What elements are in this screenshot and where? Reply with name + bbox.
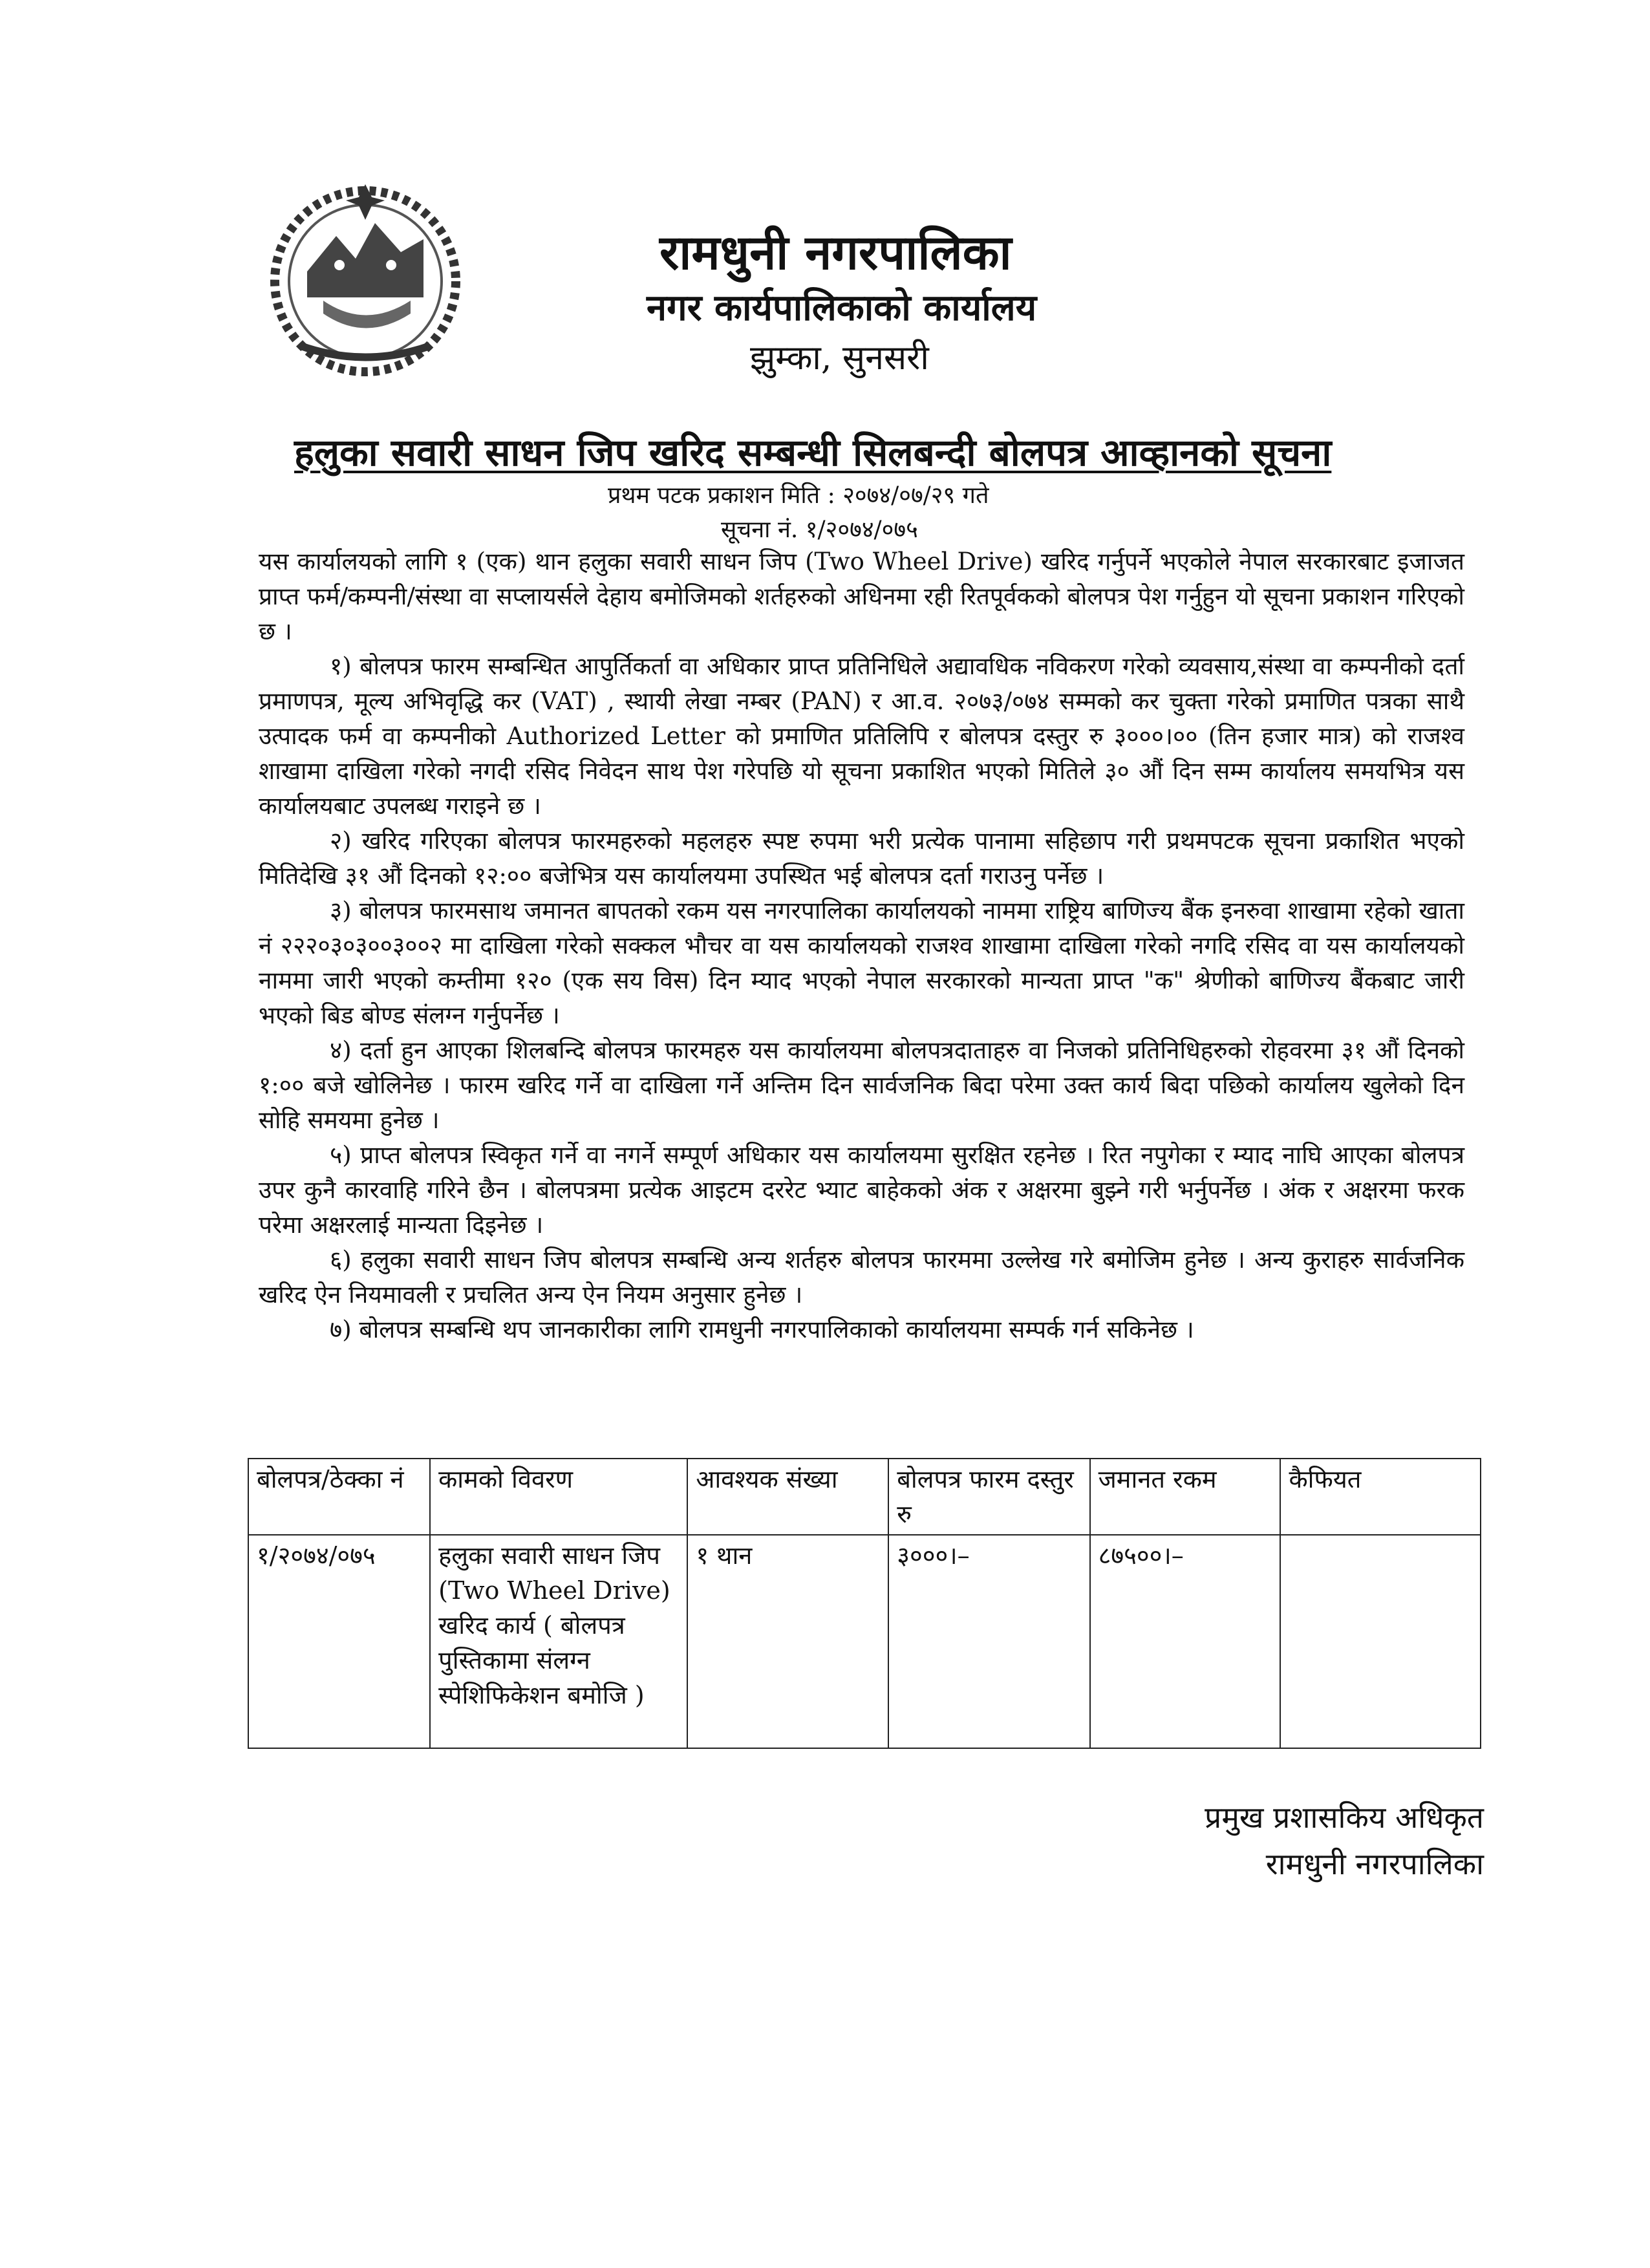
header-bid-security: जमानत रकम bbox=[1090, 1459, 1281, 1535]
header-remarks: कैफियत bbox=[1280, 1459, 1481, 1535]
header-required-quantity: आवश्यक संख्या bbox=[687, 1459, 888, 1535]
cell-required-quantity: १ थान bbox=[687, 1535, 888, 1748]
header-form-fee: बोलपत्र फारम दस्तुर रु bbox=[888, 1459, 1089, 1535]
cell-bid-security: ८७५००।– bbox=[1090, 1535, 1281, 1748]
cell-work-description: हलुका सवारी साधन जिप (Two Wheel Drive) खरिद कार्य ( बोलपत्र पुस्तिकामा संलग्न स्पेशिफिकेशन बमोजि ) bbox=[430, 1535, 687, 1748]
nepal-government-emblem-icon bbox=[262, 175, 469, 381]
table-header-row bbox=[248, 1459, 1481, 1535]
publication-date: प्रथम पटक प्रकाशन मिति : २०७४/०७/२९ गते bbox=[608, 482, 989, 509]
clause-3: ३) बोलपत्र फारमसाथ जमानत बापतको रकम यस नगरपालिका कार्यालयको नाममा राष्ट्रिय बाणिज्य बैंक इनरुवा शाखामा रहेको खाता नं २२२०३०३००३००२ मा दाखिला गरेको सक्कल भौचर वा यस कार्यालयको राजश्व शाखामा दाखिला गरेको नगदि रसिद वा यस कार्यालयको नाममा जारी भएको कम्तीमा १२० (एक सय विस) दिन म्याद भएको नेपाल सरकारको मान्यता प्राप्त "क" श्रेणीको बाणिज्य बैंकबाट जारी भएको बिड बोण्ड संलग्न गर्नुपर्नेछ । bbox=[259, 897, 1464, 1029]
signatory-org: रामधुनी नगरपालिका bbox=[1265, 1846, 1484, 1881]
signatory-title: प्रमुख प्रशासकिय अधिकृत bbox=[1205, 1800, 1484, 1835]
clause-4: ४) दर्ता हुन आएका शिलबन्दि बोलपत्र फारमहरु यस कार्यालयमा बोलपत्रदाताहरु वा निजको प्रतिनिधिहरुको रोहवरमा ३१ औं दिनको १:०० बजे खोलिनेछ । फारम खरिद गर्ने वा दाखिला गर्ने अन्तिम दिन सार्वजनिक बिदा परेमा उक्त कार्य बिदा पछिको कार्यालय खुलेको दिन सोहि समयमा हुनेछ । bbox=[259, 1036, 1464, 1134]
office-name: नगर कार्यपालिकाको कार्यालय bbox=[647, 286, 1037, 329]
clause-7: ७) बोलपत्र सम्बन्धि थप जानकारीका लागि रामधुनी नगरपालिकाको कार्यालयमा सम्पर्क गर्न सकिनेछ । bbox=[330, 1316, 1194, 1343]
org-name: रामधुनी नगरपालिका bbox=[659, 225, 1012, 281]
cell-form-fee: ३०००।– bbox=[888, 1535, 1089, 1748]
address: झुम्का, सुनसरी bbox=[750, 339, 929, 378]
notice-title: हलुका सवारी साधन जिप खरिद सम्बन्धी सिलबन्दी बोलपत्र आव्हानको सूचना bbox=[294, 431, 1332, 475]
signature-block bbox=[1096, 1794, 1484, 1887]
notice-body bbox=[259, 544, 1464, 1347]
notice-number: सूचना नं. १/२०७४/०७५ bbox=[721, 517, 918, 543]
letterhead bbox=[556, 223, 1267, 383]
cell-remarks bbox=[1280, 1535, 1481, 1748]
clause-1: १) बोलपत्र फारम सम्बन्धित आपुर्तिकर्ता वा अधिकार प्राप्त प्रतिनिधिले अद्यावधिक नविकरण गरेको व्यवसाय,संस्था वा कम्पनीको दर्ता प्रमाणपत्र, मूल्य अभिवृद्धि कर (VAT) , स्थायी लेखा नम्बर (PAN) र आ.व. २०७३/०७४ सम्मको कर चुक्ता गरेको प्रमाणित पत्रका साथै उत्पादक फर्म वा कम्पनीको Authorized Letter को प्रमाणित प्रतिलिपि र बोलपत्र दस्तुर रु ३०००।०० (तिन हजार मात्र) को राजश्व शाखामा दाखिला गरेको नगदी रसिद निवेदन साथ पेश गरेपछि यो सूचना प्रकाशित भएको मितिले ३० औं दिन सम्म कार्यालय समयभित्र यस कार्यालयबाट उपलब्ध गराइने छ । bbox=[259, 652, 1464, 820]
cell-tender-no: १/२०७४/०७५ bbox=[248, 1535, 430, 1748]
intro-paragraph: यस कार्यालयको लागि १ (एक) थान हलुका सवारी साधन जिप (Two Wheel Drive) खरिद गर्नुपर्ने भएकोले नेपाल सरकारबाट इजाजत प्राप्त फर्म/कम्पनी/संस्था वा सप्लायर्सले देहाय बमोजिमको शर्तहरुको अधिनमा रही रितपूर्वकको बोलपत्र पेश गर्नुहुन यो सूचना प्रकाशन गरिएको छ । bbox=[259, 548, 1464, 645]
header-tender-no: बोलपत्र/ठेक्का नं bbox=[248, 1459, 430, 1535]
tender-table bbox=[248, 1458, 1481, 1749]
table-row bbox=[248, 1535, 1481, 1748]
clause-2: २) खरिद गरिएका बोलपत्र फारमहरुको महलहरु स्पष्ट रुपमा भरी प्रत्येक पानामा सहिछाप गरी प्रथमपटक सूचना प्रकाशित भएको मितिदेखि ३१ औं दिनको १२:०० बजेभित्र यस कार्यालयमा उपस्थित भई बोलपत्र दर्ता गराउनु पर्नेछ । bbox=[259, 827, 1464, 890]
clause-5: ५) प्राप्त बोलपत्र स्विकृत गर्ने वा नगर्ने सम्पूर्ण अधिकार यस कार्यालयमा सुरक्षित रहनेछ । रित नपुगेका र म्याद नाघि आएका बोलपत्र उपर कुनै कारवाहि गरिने छैन । बोलपत्रमा प्रत्येक आइटम दररेट भ्याट बाहेकको अंक र अक्षरमा बुझ्ने गरी भर्नुपर्नेछ । अंक र अक्षरमा फरक परेमा अक्षरलाई मान्यता दिइनेछ । bbox=[259, 1141, 1464, 1239]
header-work-description: कामको विवरण bbox=[430, 1459, 687, 1535]
clause-6: ६) हलुका सवारी साधन जिप बोलपत्र सम्बन्धि अन्य शर्तहरु बोलपत्र फारममा उल्लेख गरे बमोजिम हुनेछ । अन्य कुराहरु सार्वजनिक खरिद ऐन नियमावली र प्रचलित अन्य ऐन नियम अनुसार हुनेछ । bbox=[259, 1246, 1464, 1309]
